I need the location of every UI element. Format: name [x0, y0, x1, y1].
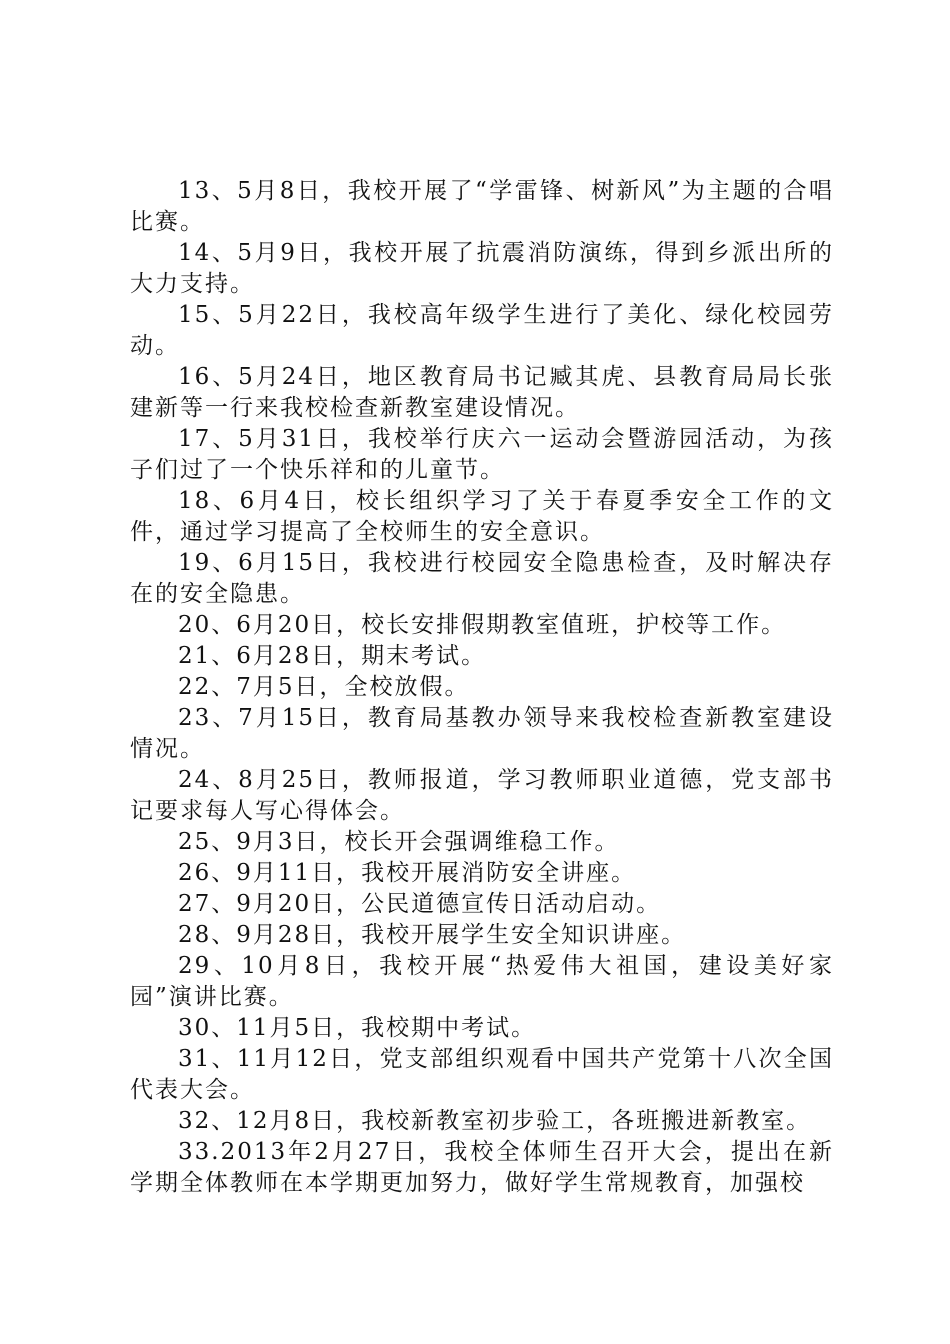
paragraph-14: 14、5月9日，我校开展了抗震消防演练，得到乡派出所的大力支持。	[130, 240, 834, 297]
paragraph-13: 13、5月8日，我校开展了“学雷锋、树新风”为主题的合唱比赛。	[130, 178, 834, 235]
paragraph-22: 22、7月5日，全校放假。	[178, 674, 470, 700]
paragraph-29: 29、10月8日，我校开展“热爱伟大祖国，建设美好家园”演讲比赛。	[130, 953, 834, 1010]
paragraph-30: 30、11月5日，我校期中考试。	[178, 1015, 537, 1041]
paragraph-15: 15、5月22日，我校高年级学生进行了美化、绿化校园劳动。	[130, 302, 834, 359]
paragraph-21: 21、6月28日，期末考试。	[178, 643, 487, 669]
paragraph-23: 23、7月15日，教育局基教办领导来我校检查新教室建设情况。	[130, 705, 834, 762]
paragraph-20: 20、6月20日，校长安排假期教室值班，护校等工作。	[178, 612, 787, 638]
paragraph-32: 32、12月8日，我校新教室初步验工，各班搬进新教室。	[178, 1108, 812, 1134]
paragraph-26: 26、9月11日，我校开展消防安全讲座。	[178, 860, 637, 886]
document-body	[130, 176, 834, 1199]
paragraph-24: 24、8月25日，教师报道，学习教师职业道德，党支部书记要求每人写心得体会。	[130, 767, 834, 824]
paragraph-19: 19、6月15日，我校进行校园安全隐患检查，及时解决存在的安全隐患。	[130, 550, 834, 607]
paragraph-27: 27、9月20日，公民道德宣传日活动启动。	[178, 891, 662, 917]
paragraph-31: 31、11月12日，党支部组织观看中国共产党第十八次全国代表大会。	[130, 1046, 834, 1103]
paragraph-16: 16、5月24日，地区教育局书记臧其虎、县教育局局长张建新等一行来我校检查新教室建设情况。	[130, 364, 834, 421]
paragraph-18: 18、6月4日，校长组织学习了关于春夏季安全工作的文件，通过学习提高了全校师生的安全意识。	[130, 488, 834, 545]
paragraph-33: 33.2013年2月27日，我校全体师生召开大会，提出在新学期全体教师在本学期更加努力，做好学生常规教育，加强校	[130, 1139, 834, 1196]
paragraph-17: 17、5月31日，我校举行庆六一运动会暨游园活动，为孩子们过了一个快乐祥和的儿童节。	[130, 426, 834, 483]
paragraph-28: 28、9月28日，我校开展学生安全知识讲座。	[178, 922, 687, 948]
paragraph-25: 25、9月3日，校长开会强调维稳工作。	[178, 829, 620, 855]
